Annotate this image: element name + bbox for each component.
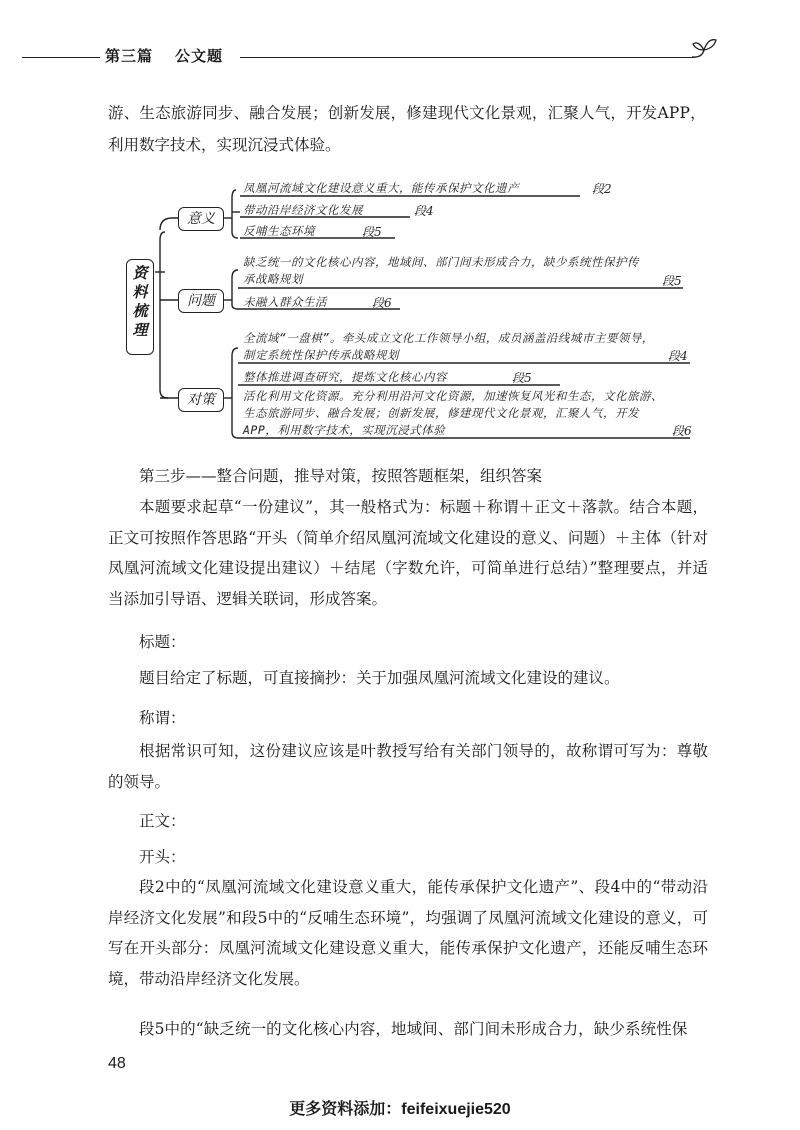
step3-heading: 第三步——整合问题，推导对策，按照答题框架，组织答案	[139, 467, 543, 485]
title-text: 题目给定了标题，可直接摘抄：关于加强凤凰河流域文化建设的建议。	[139, 669, 620, 687]
title-label: 标题：	[139, 633, 186, 651]
salutation-text: 根据常识可知，这份建议应该是叶教授写给有关部门领导的，故称谓可写为：尊敬的领导。	[108, 742, 708, 791]
problem-item-1-seg: 段5	[662, 274, 682, 288]
measure-item-3: 活化利用文化资源。充分利用沿河文化资源，加速恢复风光和生态，文化旅游、生态旅游同步、融合发展；创新发展，修建现代文化景观，汇聚人气，开发APP，利用数字技术，实现沉浸式体验	[243, 389, 663, 437]
header-title: 公文题	[175, 47, 224, 65]
next-paragraph-start: 段5中的“缺乏统一的文化核心内容，地域间、部门间未形成合力，缺少系统性保	[139, 1020, 688, 1038]
significance-item-1-seg: 段2	[592, 182, 612, 196]
significance-item-2-seg: 段4	[414, 204, 434, 218]
significance-item-3-seg: 段5	[362, 225, 382, 239]
opening-label: 开头：	[139, 848, 186, 866]
salutation-label: 称谓：	[139, 709, 186, 727]
step3-paragraph-1: 本题要求起草“一份建议”，其一般格式为：标题＋称谓＋正文＋落款。结合本题，正文可按照作答思路“开头（简单介绍凤凰河流域文化建设的意义、问题）＋主体（针对凤凰河流域文化建设提出建议）＋结尾（字数允许，可简单进行总结）”整理要点，并适当添加引导语、逻辑关联词，形成答案。	[108, 498, 708, 608]
intro-line-1: 游、生态旅游同步、融合发展；创新发展，修建现代文化景观，汇聚人气，开发APP，	[108, 104, 706, 122]
problem-item-2: 未融入群众生活	[243, 295, 327, 309]
problem-item-1: 缺乏统一的文化核心内容，地域间、部门间未形成合力，缺少系统性保护传承战略规划	[243, 255, 639, 286]
significance-item-2: 带动沿岸经济文化发展	[243, 203, 363, 217]
header-part: 第三篇	[105, 47, 154, 65]
page-number: 48	[108, 1055, 126, 1072]
branch-box-significance: 意义	[178, 207, 224, 231]
measure-item-3-seg: 段6	[672, 424, 692, 438]
footer-note: 更多资料添加：feifeixuejie520	[289, 1101, 511, 1118]
branch-box-measures: 对策	[178, 388, 224, 412]
measure-item-2: 整体推进调查研究，提炼文化核心内容	[243, 370, 447, 384]
mindmap-root: 资料梳理	[126, 259, 154, 355]
opening-paragraph: 段2中的“凤凰河流域文化建设意义重大，能传承保护文化遗产”、段4中的“带动沿岸经济文化发展”和段5中的“反哺生态环境”，均强调了凤凰河流域文化建设的意义，可写在开头部分：凤凰河流域文化建设意义重大，能传承保护文化遗产，还能反哺生态环境，带动沿岸经济文化发展。	[108, 878, 708, 988]
measure-item-1: 全流域“一盘棋”。牵头成立文化工作领导小组，成员涵盖沿线城市主要领导，制定系统性保护传承战略规划	[243, 331, 654, 362]
significance-item-1: 凤凰河流域文化建设意义重大，能传承保护文化遗产	[243, 181, 519, 195]
measure-item-2-seg: 段5	[512, 371, 532, 385]
measure-item-1-seg: 段4	[668, 349, 688, 363]
problem-item-2-seg: 段6	[372, 296, 392, 310]
body-label: 正文：	[139, 812, 186, 830]
branch-box-problems: 问题	[178, 289, 224, 313]
intro-line-2: 利用数字技术，实现沉浸式体验。	[108, 136, 341, 154]
significance-item-3: 反哺生态环境	[243, 224, 315, 238]
